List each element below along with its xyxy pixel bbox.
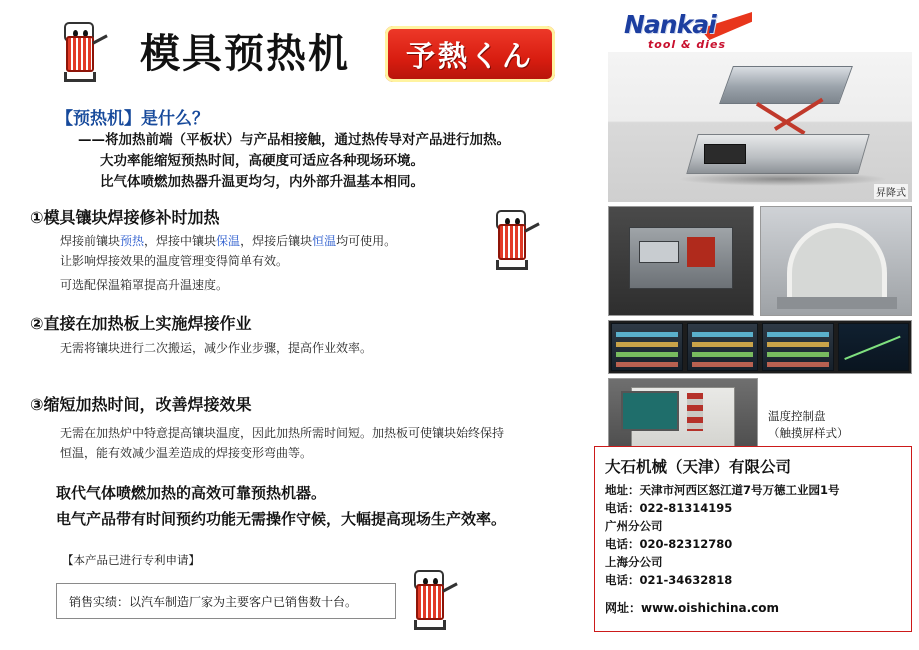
intro-line-3: 比气体喷燃加热器升温更均匀，内外部升温基本相同。 — [100, 174, 424, 190]
closing-line-2: 电气产品带有时间预约功能无需操作守候，大幅提高现场生产效率。 — [56, 510, 507, 528]
company-phone-guangzhou: 电话：020-82312780 — [605, 537, 733, 551]
company-name: 大石机械（天津）有限公司 — [605, 458, 792, 476]
company-branch-shanghai: 上海分公司 — [605, 555, 663, 569]
brand-name: Nankai — [624, 10, 716, 39]
patent-note: 【本产品已进行专利申请】 — [62, 553, 200, 567]
brand-tagline: tool & dies — [648, 38, 727, 51]
section-1-line-3: 可选配保温箱罩提高升温速度。 — [60, 278, 229, 292]
section-3-heading: ③缩短加热时间，改善焊接效果 — [30, 395, 252, 414]
photo-control-screens-strip — [608, 320, 912, 374]
section-2-line-1: 无需将镶块进行二次搬运，减少作业步骤，提高作业效率。 — [60, 341, 373, 355]
photo-screen-2 — [687, 323, 759, 371]
photo-screen-graph — [838, 323, 910, 371]
intro-line-1: ——将加热前端（平板状）与产品相接触，通过热传导对产品进行加热。 — [78, 132, 510, 148]
company-website[interactable]: 网址：www.oishichina.com — [605, 601, 780, 615]
photo-screen-1 — [611, 323, 683, 371]
controller-caption — [768, 408, 849, 442]
intro-lead — [78, 130, 510, 193]
section-3-line-1: 无需在加热炉中特意提高镶块温度，因此加热所需时间短。加热板可使镶块始终保持 — [60, 426, 505, 440]
controller-caption-line-2: （触摸屏样式） — [768, 426, 849, 440]
company-info-box — [594, 446, 912, 632]
controller-caption-line-1: 温度控制盘 — [768, 409, 826, 423]
photo-preheater-machine — [608, 52, 912, 202]
company-phone-shanghai: 电话：021-34632818 — [605, 573, 733, 587]
photo-insulation-hood — [760, 206, 912, 316]
section-1-line-1: 焊接前镶块预热，焊接中镶块保温，焊接后镶块恒温均可使用。 — [60, 234, 397, 248]
company-address: 地址：天津市河西区怒江道7号万德工业园1号 — [605, 483, 840, 497]
intro-question: 【预热机】是什么？ — [56, 109, 209, 129]
photo-main-caption: 昇降式 — [874, 184, 908, 199]
photo-heater-unit — [608, 206, 754, 316]
intro-line-2: 大功率能缩短预热时间，高硬度可适应各种现场环境。 — [100, 153, 424, 169]
section-2-heading: ②直接在加热板上实施焊接作业 — [30, 314, 252, 333]
closing-line-1: 取代气体喷燃加热的高效可靠预热机器。 — [56, 484, 327, 502]
photo-screen-3 — [762, 323, 834, 371]
heater-mascot-icon-section-1 — [490, 210, 546, 272]
sales-record-text: 销售实绩：以汽车制造厂家为主要客户已销售数十台。 — [69, 594, 358, 609]
company-branch-guangzhou: 广州分公司 — [605, 519, 663, 533]
sales-record-box — [56, 583, 396, 619]
section-3-line-2: 恒温，能有效减少温差造成的焊接变形弯曲等。 — [60, 446, 313, 460]
highlight-constant: 恒温 — [312, 234, 337, 248]
highlight-keepwarm: 保温 — [216, 234, 241, 248]
heater-mascot-icon — [58, 22, 114, 84]
heater-mascot-icon-footer — [408, 570, 464, 632]
page-title: 模具预热机 — [140, 31, 350, 77]
section-1-line-2: 让影响焊接效果的温度管理变得简单有效。 — [60, 254, 289, 268]
section-1-heading: ①模具镶块焊接修补时加热 — [30, 208, 220, 227]
product-logo: 予熱くん — [385, 26, 555, 82]
highlight-preheat: 预热 — [120, 234, 145, 248]
company-phone-tianjin: 电话：022-81314195 — [605, 501, 733, 515]
